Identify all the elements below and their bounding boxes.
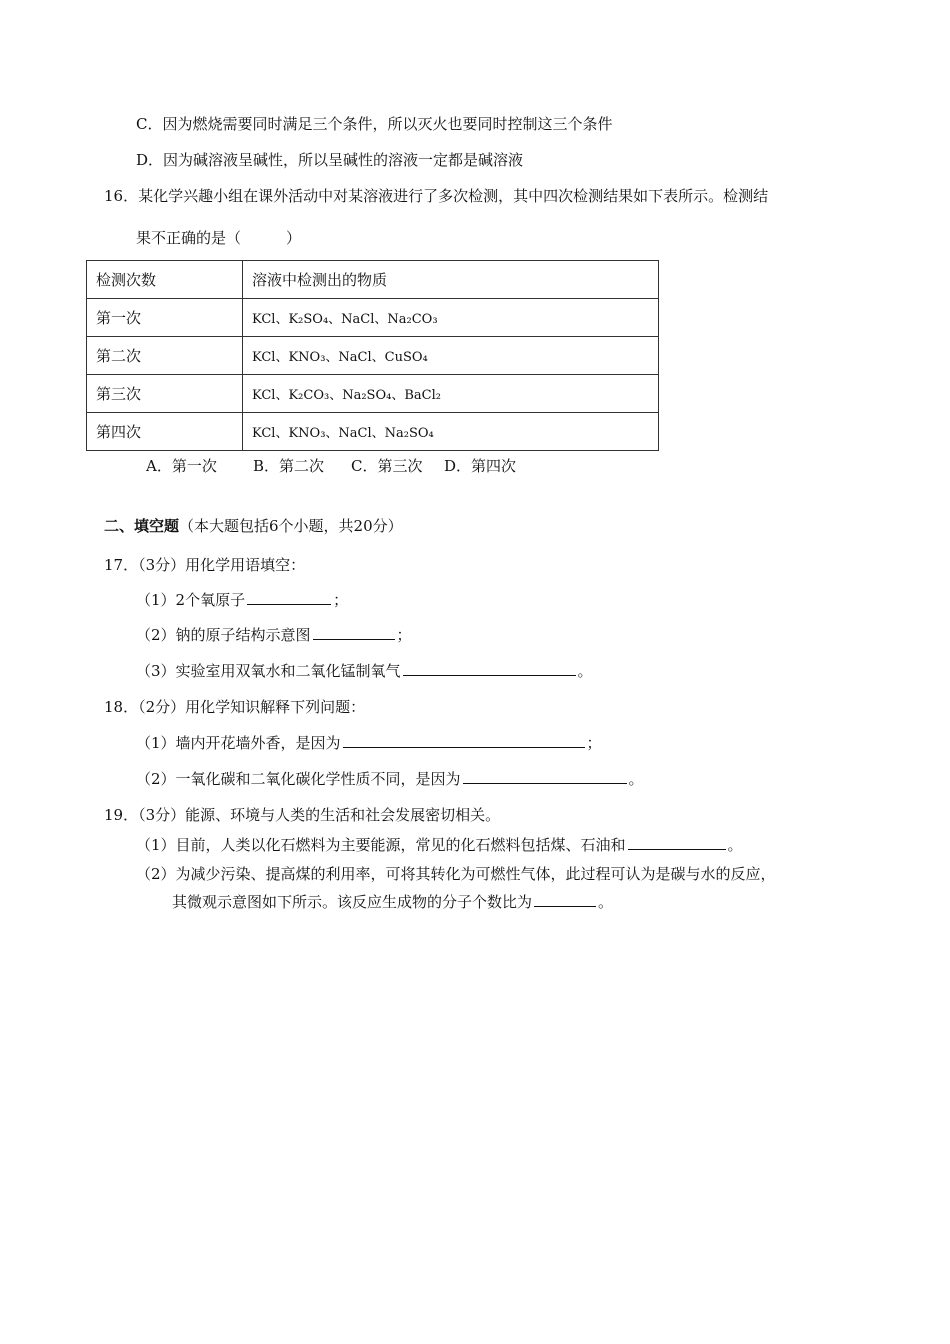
- q19-part2-line1: （2）为减少污染、提高煤的利用率，可将其转化为可燃性气体，此过程可认为是碳与水的反应，: [136, 865, 776, 883]
- section-title: 二、填空题: [104, 517, 180, 535]
- q19-stem: 19．（3分）能源、环境与人类的生活和社会发展密切相关。: [104, 806, 501, 824]
- q17-part2: [136, 625, 412, 645]
- q18-part2: [136, 769, 644, 789]
- table-header-cell: 溶液中检测出的物质: [243, 261, 659, 299]
- q19-part2-punct: 。: [598, 893, 614, 911]
- section-heading: [104, 516, 403, 536]
- answer-blank[interactable]: [463, 769, 627, 784]
- table-row: [87, 413, 659, 451]
- table-row: [87, 375, 659, 413]
- q16-option-d: D．第四次: [444, 457, 517, 475]
- q19-part2-line2: [172, 892, 613, 912]
- table-cell: 第三次: [87, 375, 243, 413]
- q16-stem-line2: 果不正确的是（ ）: [136, 229, 302, 247]
- q16-option-b: B．第二次: [253, 457, 325, 475]
- table-cell: 第二次: [87, 337, 243, 375]
- q17-part3-text: （3）实验室用双氧水和二氧化锰制氧气: [136, 662, 401, 680]
- q15-option-d: D．因为碱溶液呈碱性，所以呈碱性的溶液一定都是碱溶液: [136, 151, 524, 169]
- q17-part1-punct: ；: [333, 591, 349, 609]
- q17-part2-text: （2）钠的原子结构示意图: [136, 626, 311, 644]
- table-cell: KCl、KNO₃、NaCl、CuSO₄: [243, 337, 659, 375]
- q17-stem: 17．（3分）用化学用语填空：: [104, 556, 306, 574]
- q18-part1: [136, 733, 602, 753]
- q16-option-a: A．第一次: [146, 457, 217, 475]
- q17-part3-punct: 。: [577, 662, 593, 680]
- table-cell: KCl、KNO₃、NaCl、Na₂SO₄: [243, 413, 659, 451]
- q18-stem: 18．（2分）用化学知识解释下列问题：: [104, 698, 366, 716]
- q19-part1-punct: 。: [727, 836, 743, 854]
- table-cell: KCl、K₂CO₃、Na₂SO₄、BaCl₂: [243, 375, 659, 413]
- table-row: [87, 299, 659, 337]
- answer-blank[interactable]: [247, 590, 331, 605]
- table-row: [87, 337, 659, 375]
- answer-blank[interactable]: [628, 835, 726, 850]
- table-cell: 第四次: [87, 413, 243, 451]
- answer-blank[interactable]: [403, 661, 576, 676]
- q19-part2-text: 其微观示意图如下所示。该反应生成物的分子个数比为: [172, 893, 533, 911]
- section-note: （本大题包括6个小题，共20分）: [179, 517, 403, 535]
- q17-part3: [136, 661, 593, 681]
- answer-blank[interactable]: [343, 733, 585, 748]
- q17-part1-text: （1）2个氧原子: [136, 591, 246, 609]
- q17-part2-punct: ；: [396, 626, 412, 644]
- q18-part2-punct: 。: [628, 770, 644, 788]
- detection-table: [86, 260, 659, 451]
- q18-part2-text: （2）一氧化碳和二氧化碳化学性质不同，是因为: [136, 770, 461, 788]
- q15-option-c: C．因为燃烧需要同时满足三个条件，所以灭火也要同时控制这三个条件: [136, 115, 613, 133]
- q19-part1-text: （1）目前，人类以化石燃料为主要能源，常见的化石燃料包括煤、石油和: [136, 836, 626, 854]
- q19-part1: [136, 835, 743, 855]
- q16-option-c: C．第三次: [351, 457, 423, 475]
- q18-part1-text: （1）墙内开花墙外香，是因为: [136, 734, 341, 752]
- table-cell: KCl、K₂SO₄、NaCl、Na₂CO₃: [243, 299, 659, 337]
- q16-stem-line1: 16．某化学兴趣小组在课外活动中对某溶液进行了多次检测，其中四次检测结果如下表所示。检测结: [104, 187, 769, 205]
- q18-part1-punct: ；: [586, 734, 602, 752]
- answer-blank[interactable]: [313, 625, 395, 640]
- table-header-cell: 检测次数: [87, 261, 243, 299]
- table-header-row: [87, 261, 659, 299]
- q17-part1: [136, 590, 348, 610]
- q16-options: [146, 456, 516, 476]
- answer-blank[interactable]: [534, 892, 596, 907]
- table-cell: 第一次: [87, 299, 243, 337]
